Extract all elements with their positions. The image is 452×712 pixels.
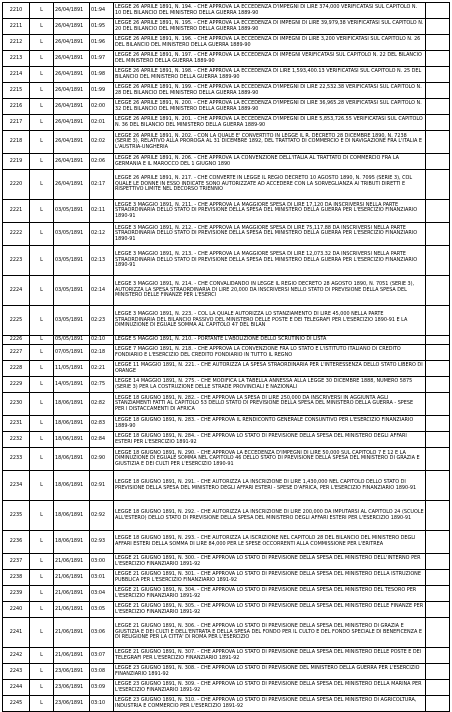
row-number: 2230 <box>3 393 30 416</box>
page-ref: 02:84 <box>90 432 114 448</box>
page-ref: 02:18 <box>90 345 114 361</box>
empty-cell <box>426 664 450 680</box>
act-description: LEGGE 3 MAGGIO 1891, N. 211. - CHE APPROVA LA MAGGIORE SPESA DI LIRE 17,120 DA INSCRIVERSI NELLA PARTE STRAORDINARIA DELLO STATO DI PREVISIONE DELLA SPESA DEL MINISTERO DELLA GUERRA PER L'ESERCIZIO FINANZIARIO 1890-91 <box>114 200 426 223</box>
register-row <box>3 680 450 696</box>
empty-cell <box>426 448 450 471</box>
act-date: 18/06/1891 <box>54 471 90 501</box>
row-number: 2229 <box>3 377 30 393</box>
page-ref: 02:01 <box>90 115 114 131</box>
act-type: L <box>30 306 54 336</box>
register-row <box>3 306 450 336</box>
act-type: L <box>30 377 54 393</box>
row-number: 2219 <box>3 154 30 170</box>
act-type: L <box>30 448 54 471</box>
act-date: 21/06/1891 <box>54 618 90 648</box>
act-date: 03/05/1891 <box>54 223 90 246</box>
row-number: 2211 <box>3 19 30 35</box>
page-ref: 02:93 <box>90 531 114 554</box>
row-number: 2221 <box>3 200 30 223</box>
act-description: LEGGE 26 APRILE 1891, N. 201. - CHE APPROVA LA ECCEDENZA D'IMPEGNI DI LIRE 5,853,726.55 VERIFICATASI SUL CAPITOLO N. 36 DEL BILANCIO DEL MINISTERO DELLA GUERRA 1889-90 <box>114 115 426 131</box>
act-date: 26/04/1891 <box>54 67 90 83</box>
act-date: 26/04/1891 <box>54 115 90 131</box>
act-date: 03/05/1891 <box>54 306 90 336</box>
empty-cell <box>426 648 450 664</box>
register-row <box>3 648 450 664</box>
empty-cell <box>426 306 450 336</box>
row-number: 2235 <box>3 501 30 531</box>
register-row <box>3 83 450 99</box>
act-description: LEGGE 26 APRILE 1891, N. 206. - CHE APPROVA LA CONVENZIONE DELL'ITALIA AL TRATTATO DI COMMERCIO FRA LA GERMANIA E IL MAROCCO DEL 1 GIUGNO 1890 <box>114 154 426 170</box>
row-number: 2218 <box>3 131 30 154</box>
row-number: 2220 <box>3 170 30 200</box>
empty-cell <box>426 200 450 223</box>
act-date: 21/06/1891 <box>54 602 90 618</box>
act-date: 26/04/1891 <box>54 35 90 51</box>
empty-cell <box>426 51 450 67</box>
row-number: 2242 <box>3 648 30 664</box>
page-ref: 03:01 <box>90 570 114 586</box>
act-description: LEGGE 3 MAGGIO 1891, N. 213. - CHE APPROVA LA MAGGIORE SPESA DI LIRE 12,073.32 DA INSCRIVERSI NELLA PARTE STRAORDINARIA DELLO STATO DI PREVISIONE DELLA SPESA DEL MINISTERO DELLA GUERRA PER L'ESERCIZIO FINANZIARIO 1890-91 <box>114 246 426 276</box>
row-number: 2210 <box>3 3 30 19</box>
register-row <box>3 448 450 471</box>
act-type: L <box>30 531 54 554</box>
register-row <box>3 154 450 170</box>
empty-cell <box>426 276 450 306</box>
act-date: 21/06/1891 <box>54 570 90 586</box>
act-date: 03/05/1891 <box>54 200 90 223</box>
act-description: LEGGE 21 GIUGNO 1891, N. 306. - CHE APPROVA LO STATO DI PREVISIONE DELLA SPESA DEL MINISTERO DI GRAZIA E GIUSTIZIA E DEI CULTI E DELL'ENTRATA E DELLA SPESA DEL FONDO PER IL CULTO E DEL FONDO SPECIALE DI BENEFICENZA E DI RELIGIONE PER LA CITTA' DI ROMA PER L'ESERCIZIO <box>114 618 426 648</box>
empty-cell <box>426 361 450 377</box>
act-type: L <box>30 67 54 83</box>
register-row <box>3 586 450 602</box>
page-ref: 02:00 <box>90 99 114 115</box>
act-type: L <box>30 586 54 602</box>
act-date: 26/04/1891 <box>54 99 90 115</box>
row-number: 2234 <box>3 471 30 501</box>
act-type: L <box>30 83 54 99</box>
act-date: 07/05/1891 <box>54 345 90 361</box>
page-ref: 02:13 <box>90 246 114 276</box>
row-number: 2228 <box>3 361 30 377</box>
act-description: LEGGE 26 APRILE 1891, N. 194. - CHE APPROVA LA ECCEDENZA D'IMPEGNI DI LIRE 374,000 VERIFICATASI SUL CAPITOLO N. 10 DEL BILANCIO DEL MINISTERO DELLA GUERRA 1889-90 <box>114 3 426 19</box>
row-number: 2237 <box>3 554 30 570</box>
act-description: LEGGE 26 APRILE 1891, N. 197. - CHE APPROVA LA ECCEDENZA DI IMPEGNI VERIFICATASI SUL CAPITOLO N. 22 DEL BILANCIO DEL MINISTERO DELLA GUERRA 1889-90 <box>114 51 426 67</box>
page-ref: 03:04 <box>90 586 114 602</box>
page-ref: 02:83 <box>90 416 114 432</box>
act-date: 26/04/1891 <box>54 154 90 170</box>
page-ref: 02:14 <box>90 276 114 306</box>
act-type: L <box>30 471 54 501</box>
register-row <box>3 200 450 223</box>
act-description: LEGGE 18 GIUGNO 1891, N. 290. - CHE APPROVA LA ECCEDENZA D'IMPEGNI DI LIRE 50,000 SUL CAPITOLO 7 E 12 E LA DIMINUZIONE DI EGUALE SOMMA NEL CAPITOLO 46 DELLO STATO DI PREVISIONE DELLA SPESA DEL MINISTERO DI GRAZIA E GIUSTIZIA E DEI CULTI PER L'ESERCIZIO 1890-91 <box>114 448 426 471</box>
row-number: 2231 <box>3 416 30 432</box>
act-type: L <box>30 200 54 223</box>
register-row <box>3 67 450 83</box>
act-date: 21/06/1891 <box>54 648 90 664</box>
act-type: L <box>30 602 54 618</box>
row-number: 2239 <box>3 586 30 602</box>
act-type: L <box>30 336 54 345</box>
register-row <box>3 345 450 361</box>
act-description: LEGGE 18 GIUGNO 1891, N. 291. - CHE AUTORIZZA LA INSCRIZIONE DI LIRE 1,430,000 NEL CAPITOLO DELLO STATO DI PREVISIONE DELLA SPESA DEL MINISTERO DEGLI AFFARI ESTERI - SPESE D'AFRICA, PER L'ESERCIZIO FINANZIARIO 1890-91 <box>114 471 426 501</box>
empty-cell <box>426 393 450 416</box>
act-type: L <box>30 664 54 680</box>
empty-cell <box>426 586 450 602</box>
row-number: 2217 <box>3 115 30 131</box>
act-type: L <box>30 570 54 586</box>
act-type: L <box>30 19 54 35</box>
register-row <box>3 602 450 618</box>
act-date: 26/04/1891 <box>54 3 90 19</box>
act-type: L <box>30 618 54 648</box>
act-description: LEGGE 26 APRILE 1891, N. 196. - CHE APPROVA LA ECCEDENZA DI IMPEGNI DI LIRE 3,200 VERIFICATASI SUL CAPITOLO N. 26 DEL BILANCIO DEL MINISTERO DELLA GUERRA 1889-90 <box>114 35 426 51</box>
empty-cell <box>426 223 450 246</box>
empty-cell <box>426 131 450 154</box>
empty-cell <box>426 471 450 501</box>
empty-cell <box>426 501 450 531</box>
register-row <box>3 51 450 67</box>
page-ref: 02:12 <box>90 223 114 246</box>
row-number: 2238 <box>3 570 30 586</box>
page-ref: 02:06 <box>90 154 114 170</box>
register-row <box>3 170 450 200</box>
act-description: LEGGE 21 GIUGNO 1891, N. 300. - CHE APPROVA LO STATO DI PREVISIONE DELLA SPESA DEL MINISTERO DELL'INTERNO PER L'ESERCIZIO FINANZIARIO 1891-92 <box>114 554 426 570</box>
register-row <box>3 432 450 448</box>
act-description: LEGGE 26 APRILE 1891, N. 200. - CHE APPROVA LA ECCEDENZA D'IMPEGNI DI LIRE 36,965.28 VERIFICATASI SUL CAPITOLO N. 32 DEL BILANCIO DEL MINISTERO DELLA GUERRA 1889-90 <box>114 99 426 115</box>
empty-cell <box>426 345 450 361</box>
register-row <box>3 501 450 531</box>
act-description: LEGGE 3 MAGGIO 1891, N. 223. - COL LA QUALE AUTORIZZA LO STANZIAMENTO DI LIRE 45,000 NELLA PARTE STRAORDINARIA DEL BILANCIO PASSIVO DEL MINISTERO DELLE POSTE E DEI TELEGRAFI PER L'ESERCIZIO 1890-91 E LA DIMINUZIONE DI EGUALE SOMMA AL CAPITOLO 47 DEL BILAN <box>114 306 426 336</box>
act-date: 18/06/1891 <box>54 448 90 471</box>
empty-cell <box>426 377 450 393</box>
page-ref: 02:91 <box>90 471 114 501</box>
page-ref: 01:99 <box>90 83 114 99</box>
empty-cell <box>426 680 450 696</box>
act-description: LEGGE 5 MAGGIO 1891, N. 210. - PORTANTE L'ABOLIZIONE DELLO SCRUTINIO DI LISTA <box>114 336 426 345</box>
act-date: 18/06/1891 <box>54 393 90 416</box>
row-number: 2222 <box>3 223 30 246</box>
register-row <box>3 131 450 154</box>
page-ref: 01:96 <box>90 35 114 51</box>
act-date: 23/06/1891 <box>54 664 90 680</box>
act-description: LEGGE 23 GIUGNO 1891, N. 310. - CHE APPROVA LO STATO DI PREVISIONE DELLA SPESA DEL MINISTERO DI AGRICOLTURA, INDUSTRIA E COMMERCIO PER L'ESERCIZIO 1891-92 <box>114 696 426 712</box>
act-type: L <box>30 223 54 246</box>
row-number: 2243 <box>3 664 30 680</box>
page-ref: 03:06 <box>90 618 114 648</box>
act-description: LEGGE 18 GIUGNO 1891, N. 293. - CHE AUTORIZZA LA ISCRIZIONE NEL CAPITOLO 28 DEL BILANCIO DEL MINISTERO DEGLI AFFARI ESTERI DELLA SOMMA DI LIRE 84,000 PER LE SPESE OCCORRENTI ALLA COMMISSIONE PER L'ERITREA <box>114 531 426 554</box>
register-row <box>3 471 450 501</box>
page-ref: 02:75 <box>90 377 114 393</box>
act-date: 11/05/1891 <box>54 361 90 377</box>
act-type: L <box>30 554 54 570</box>
row-number: 2233 <box>3 448 30 471</box>
act-date: 21/06/1891 <box>54 554 90 570</box>
act-description: LEGGE 18 GIUGNO 1891, N. 292. - CHE AUTORIZZA LA INSCRIZIONE DI LIRE 200,000 DA IMPUTARSI AL CAPITOLO 24 (SCUOLE ALL'ESTERO) DELLO STATO DI PREVISIONE DELLA SPESA DEL MINISTERO DEGLI AFFARI ESTERI PER L'ESERCIZIO 1890-91 <box>114 501 426 531</box>
act-description: LEGGE 26 APRILE 1891, N. 202. - CON LA QUALE E' CONVERTITO IN LEGGE IL R. DECRETO 28 DICEMBRE 1890, N. 7238 (SERIE 3), RELATIVO ALLA PROROGA AL 31 DICEMBRE 1892, DEL TRATTATO DI COMMERCIO E DI NAVIGAZIONE FRA L'ITALIA E L'AUSTRIA-UNGHERIA <box>114 131 426 154</box>
act-type: L <box>30 3 54 19</box>
act-date: 26/04/1891 <box>54 131 90 154</box>
act-type: L <box>30 51 54 67</box>
page-ref: 03:08 <box>90 664 114 680</box>
act-type: L <box>30 361 54 377</box>
act-type: L <box>30 35 54 51</box>
act-date: 21/06/1891 <box>54 586 90 602</box>
register-row <box>3 570 450 586</box>
register-body <box>3 3 450 712</box>
act-type: L <box>30 99 54 115</box>
page-ref: 03:07 <box>90 648 114 664</box>
act-description: LEGGE 21 GIUGNO 1891, N. 307. - CHE APPROVA LO STATO DI PREVISIONE DELLA SPESA DEL MINISTERO DELLE POSTE E DEI TELEGRAFI PER L'ESERCIZIO FINANZIARIO 1891-92 <box>114 648 426 664</box>
act-type: L <box>30 115 54 131</box>
page-ref: 02:92 <box>90 501 114 531</box>
empty-cell <box>426 170 450 200</box>
act-description: LEGGE 23 GIUGNO 1891, N. 309. - CHE APPROVA LO STATO DI PREVISIONE DELLA SPESA DEL MINISTERO DELLA MARINA PER L'ESERCIZIO FINANZIARIO 1891-92 <box>114 680 426 696</box>
page-ref: 02:21 <box>90 361 114 377</box>
row-number: 2240 <box>3 602 30 618</box>
register-row <box>3 554 450 570</box>
register-row <box>3 361 450 377</box>
page-ref: 02:10 <box>90 336 114 345</box>
empty-cell <box>426 696 450 712</box>
empty-cell <box>426 554 450 570</box>
act-date: 14/05/1891 <box>54 377 90 393</box>
act-description: LEGGE 11 MAGGIO 1891, N. 221. - CHE AUTORIZZA LA SPESA STRAORDINARIA PER L'INTERESSENZA DELLO STATO LIBERO DI ORANGE <box>114 361 426 377</box>
register-row <box>3 276 450 306</box>
row-number: 2212 <box>3 35 30 51</box>
empty-cell <box>426 35 450 51</box>
act-type: L <box>30 154 54 170</box>
act-date: 23/06/1891 <box>54 696 90 712</box>
act-description: LEGGE 3 MAGGIO 1891, N. 212. - CHE APPROVA LA MAGGIORE SPESA DI LIRE 75,117.88 DA INSCRIVERSI NELLA PARTE STRAORDINARIA DELLO STATO DI PREVISIONE DELLA SPESA DEL MINISTERO DELLA GUERRA PER L'ESERCIZIO FINANZIARIO 1890-91 <box>114 223 426 246</box>
act-type: L <box>30 170 54 200</box>
empty-cell <box>426 3 450 19</box>
act-date: 26/04/1891 <box>54 19 90 35</box>
act-description: LEGGE 18 GIUGNO 1891, N. 284. - CHE APPROVA LO STATO DI PREVISIONE DELLA SPESA DEL MINISTERO DEGLI AFFARI ESTERI PER L'ESERCIZIO 1891-92 <box>114 432 426 448</box>
act-description: LEGGE 26 APRILE 1891, N. 199. - CHE APPROVA LA ECCEDENZA D'IMPEGNI DI LIRE 22,532.38 VERIFICATASI SUL CAPITOLO N. 28 DEL BILANCIO DEL MINISTERO DELLA GUERRA 1889-90 <box>114 83 426 99</box>
act-type: L <box>30 501 54 531</box>
act-date: 26/04/1891 <box>54 170 90 200</box>
act-description: LEGGE 14 MAGGIO 1891, N. 275. - CHE MODIFICA LA TABELLA ANNESSA ALLA LEGGE 30 DICEMBRE 1888, NUMERO 5875 (SERIE 3) PER LA COSTRUZIONE DELLE STRADE PROVINCIALI E NAZIONALI <box>114 377 426 393</box>
act-type: L <box>30 393 54 416</box>
empty-cell <box>426 67 450 83</box>
row-number: 2216 <box>3 99 30 115</box>
register-row <box>3 664 450 680</box>
act-type: L <box>30 276 54 306</box>
row-number: 2213 <box>3 51 30 67</box>
act-description: LEGGE 7 MAGGIO 1891, N. 218. - CHE APPROVA LA CONVENZIONE FRA LO STATO E L'ISTITUTO ITALIANO DI CREDITO FONDIARIO E L'ESERCIZIO DEL CREDITO FONDIARIO IN TUTTO IL REGNO <box>114 345 426 361</box>
page-ref: 03:00 <box>90 554 114 570</box>
page-ref: 02:23 <box>90 306 114 336</box>
row-number: 2226 <box>3 336 30 345</box>
act-date: 18/06/1891 <box>54 432 90 448</box>
act-description: LEGGE 3 MAGGIO 1891, N. 214. - CHE CONVALIDANDO IN LEGGE IL REGIO DECRETO 28 AGOSTO 1890, N. 7051 (SERIE 3), AUTORIZZA LA SPESA STRAORDINARIA DI LIRE 20,000 DA INSCRIVERSI NELLO STATO DI PREVISIONE DELLA SPESA DEL MINISTERO DELLE FINANZE PER L'ESERCI <box>114 276 426 306</box>
row-number: 2244 <box>3 680 30 696</box>
act-description: LEGGE 21 GIUGNO 1891, N. 304. - CHE APPROVA LO STATO DI PREVISIONE DELLA SPESA DEL MINISTERO DEL TESORO PER L'ESERCIZIO FINANZIARIO 1891-92 <box>114 586 426 602</box>
legislation-register-table <box>2 2 450 712</box>
page-ref: 01:94 <box>90 3 114 19</box>
act-description: LEGGE 26 APRILE 1891, N. 217. - CHE CONVERTE IN LEGGE IL REGIO DECRETO 10 AGOSTO 1890, N. 7095 (SERIE 3), COL QUALE LE DONNE IN ESSO INDICATE SONO AUTORIZZATE AD ACCEDERE CON LA SORVEGLIANZA AI TRIBUTI DIRETTI E RISPETTIVO LIMITE NEL DECORSO TRIENNIO <box>114 170 426 200</box>
act-description: LEGGE 21 GIUGNO 1891, N. 301. - CHE APPROVA LO STATO DI PREVISIONE DELLA SPESA DEL MINISTERO DELLA ISTRUZIONE PUBBLICA PER L'ESERCIZIO FINANZIARIO 1891-92 <box>114 570 426 586</box>
row-number: 2214 <box>3 67 30 83</box>
page-ref: 03:05 <box>90 602 114 618</box>
empty-cell <box>426 618 450 648</box>
act-type: L <box>30 432 54 448</box>
act-description: LEGGE 18 GIUGNO 1891, N. 283. - CHE APPROVA IL RENDICONTO GENERALE CONSUNTIVO PER L'ESERCIZIO FINANZIARIO 1889-90 <box>114 416 426 432</box>
act-description: LEGGE 21 GIUGNO 1891, N. 305. - CHE APPROVA LO STATO DI PREVISIONE DELLA SPESA DEL MINISTERO DELLE FINANZE PER L'ESERCIZIO FINANZIARIO 1891-92 <box>114 602 426 618</box>
row-number: 2232 <box>3 432 30 448</box>
empty-cell <box>426 83 450 99</box>
act-type: L <box>30 345 54 361</box>
empty-cell <box>426 154 450 170</box>
empty-cell <box>426 531 450 554</box>
page-ref: 02:11 <box>90 200 114 223</box>
page-ref: 02:17 <box>90 170 114 200</box>
row-number: 2236 <box>3 531 30 554</box>
register-row <box>3 377 450 393</box>
act-description: LEGGE 18 GIUGNO 1891, N. 282. - CHE APPROVA LA SPESA DI LIRE 250,000 DA INSCRIVERSI IN AGGIUNTA AGLI STANZIAMENTI FATTI AL CAPITOLO 53 DELLO STATO DI PREVISIONE DELLA SPESA DEL MINISTERO DELLA GUERRA - SPESE PER I DISTACCAMENTI DI AFRICA <box>114 393 426 416</box>
register-row <box>3 19 450 35</box>
act-date: 26/04/1891 <box>54 51 90 67</box>
act-description: LEGGE 26 APRILE 1891, N. 195. - CHE APPROVA LA ECCEDENZA DI IMPEGNI DI LIRE 39,979,38 VERIFICATASI SUL CAPITOLO N. 20 DEL BILANCIO DEL MINISTERO DELLA GUERRA 1889-90 <box>114 19 426 35</box>
act-date: 03/05/1891 <box>54 276 90 306</box>
act-date: 18/06/1891 <box>54 501 90 531</box>
register-row <box>3 223 450 246</box>
empty-cell <box>426 416 450 432</box>
row-number: 2227 <box>3 345 30 361</box>
register-row <box>3 3 450 19</box>
register-row <box>3 618 450 648</box>
row-number: 2241 <box>3 618 30 648</box>
row-number: 2223 <box>3 246 30 276</box>
act-type: L <box>30 246 54 276</box>
page-ref: 02:02 <box>90 131 114 154</box>
act-description: LEGGE 26 APRILE 1891, N. 198. - CHE APPROVA LA ECCEDENZA DI LIRE 1,593,400.13 VERIFICATASI SUL CAPITOLO N. 25 DEL BILANCIO DEL MINISTERO DELLA GUERRA 1889-90 <box>114 67 426 83</box>
row-number: 2225 <box>3 306 30 336</box>
act-date: 18/06/1891 <box>54 531 90 554</box>
act-type: L <box>30 680 54 696</box>
act-type: L <box>30 696 54 712</box>
empty-cell <box>426 570 450 586</box>
row-number: 2224 <box>3 276 30 306</box>
register-row <box>3 35 450 51</box>
act-date: 18/06/1891 <box>54 416 90 432</box>
register-row <box>3 336 450 345</box>
register-row <box>3 99 450 115</box>
empty-cell <box>426 602 450 618</box>
page-ref: 01:95 <box>90 19 114 35</box>
row-number: 2245 <box>3 696 30 712</box>
page-ref: 03:10 <box>90 696 114 712</box>
act-type: L <box>30 648 54 664</box>
act-date: 23/06/1891 <box>54 680 90 696</box>
register-row <box>3 531 450 554</box>
row-number: 2215 <box>3 83 30 99</box>
register-row <box>3 393 450 416</box>
page-ref: 01:98 <box>90 67 114 83</box>
act-date: 03/05/1891 <box>54 246 90 276</box>
register-row <box>3 115 450 131</box>
act-description: LEGGE 23 GIUGNO 1891, N. 308. - CHE APPROVA LO STATO DI PREVISIONE DEL MINISTERO DELLA GUERRA PER L'ESERCIZIO FINANZIARIO 1891-92 <box>114 664 426 680</box>
empty-cell <box>426 246 450 276</box>
page-ref: 03:09 <box>90 680 114 696</box>
empty-cell <box>426 432 450 448</box>
act-date: 26/04/1891 <box>54 83 90 99</box>
act-date: 05/05/1891 <box>54 336 90 345</box>
register-row <box>3 696 450 712</box>
page-ref: 02:90 <box>90 448 114 471</box>
act-type: L <box>30 131 54 154</box>
register-row <box>3 416 450 432</box>
empty-cell <box>426 99 450 115</box>
empty-cell <box>426 115 450 131</box>
empty-cell <box>426 336 450 345</box>
page-ref: 02:82 <box>90 393 114 416</box>
empty-cell <box>426 19 450 35</box>
page-ref: 01:97 <box>90 51 114 67</box>
register-row <box>3 246 450 276</box>
act-type: L <box>30 416 54 432</box>
